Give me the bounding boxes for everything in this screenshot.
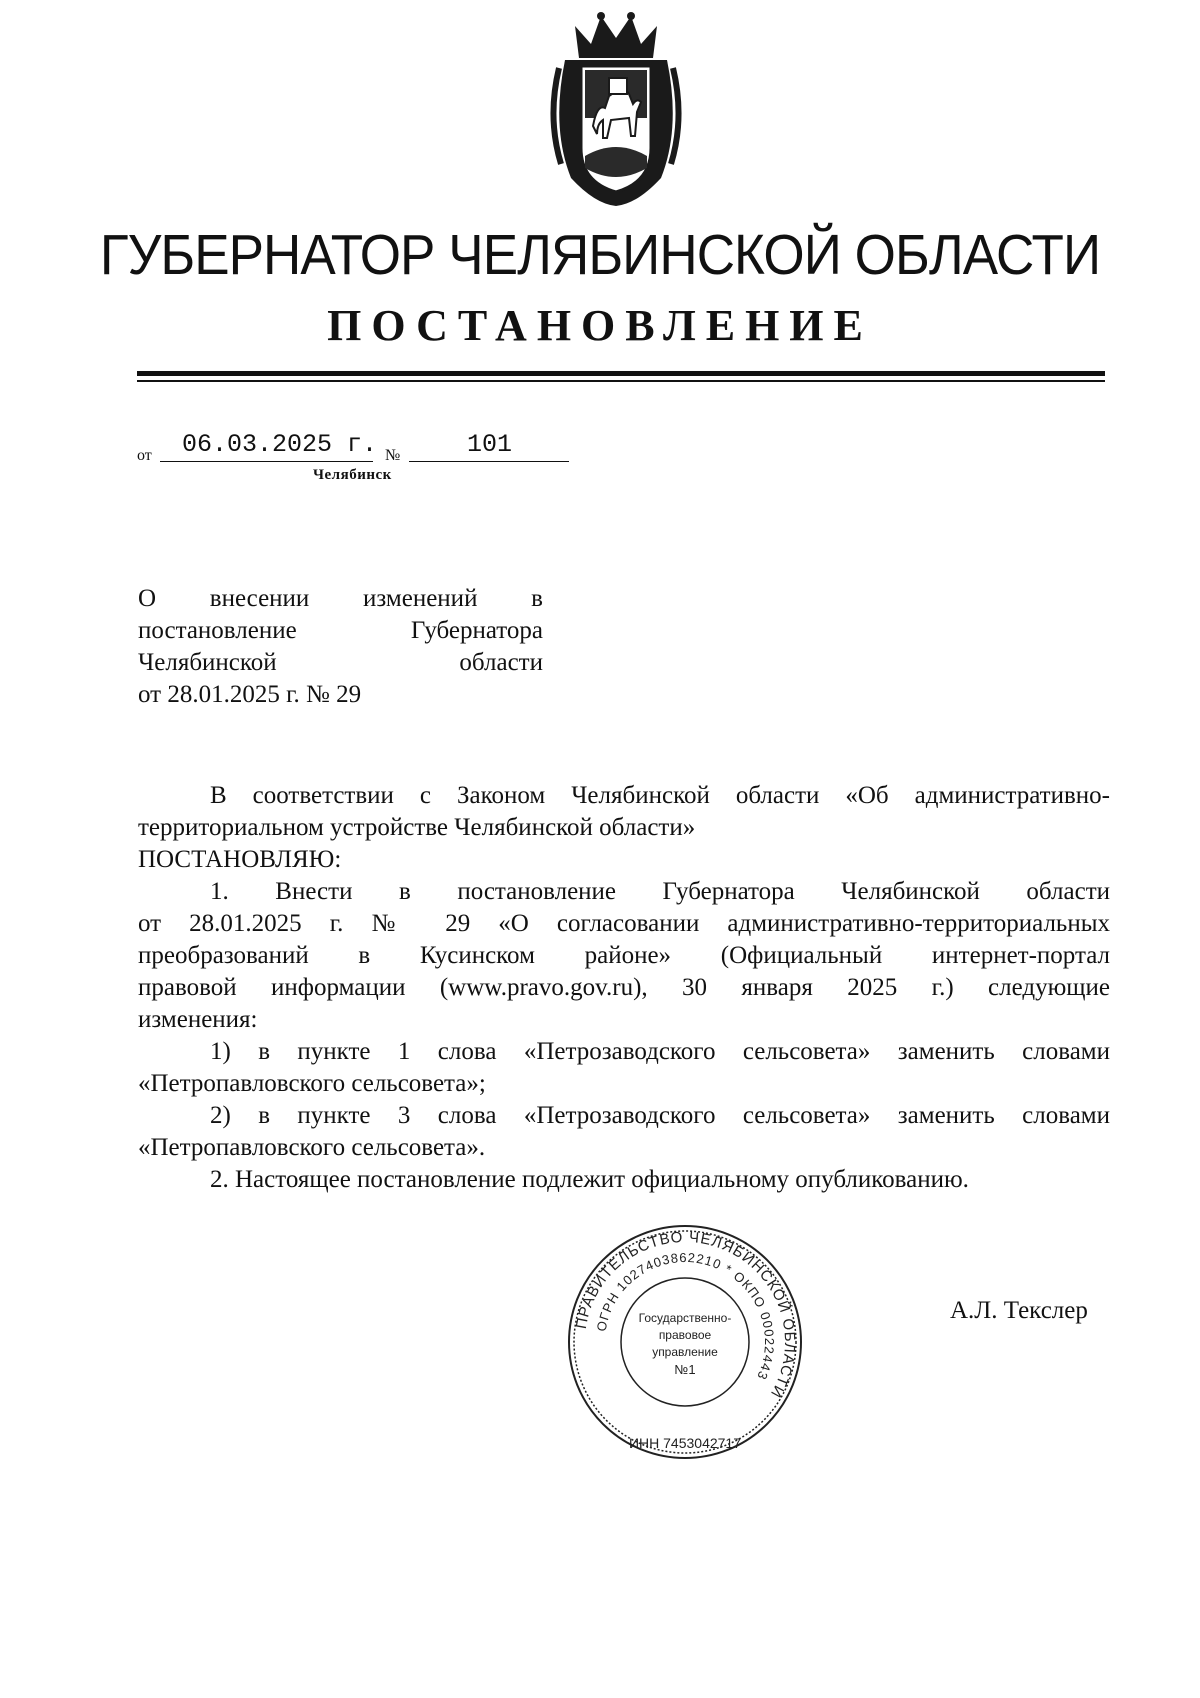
subject-word: внесении bbox=[209, 585, 310, 612]
seal-center-line: Государственно- bbox=[638, 1311, 732, 1325]
document-date: 06.03.2025 г. bbox=[182, 430, 378, 459]
header-divider-thin bbox=[137, 380, 1105, 382]
registration-line bbox=[137, 427, 577, 467]
signatory-name: А.Л. Текслер bbox=[950, 1297, 1088, 1324]
subject-word: постановление bbox=[138, 617, 297, 644]
number-prefix: № bbox=[385, 447, 401, 464]
item-1-line: от 28.01.2025 г. № 29 «О согласовании административно-территориальных bbox=[138, 910, 1110, 937]
subitem-1-line: «Петропавловского сельсовета»; bbox=[138, 1070, 486, 1097]
subject-word: О bbox=[138, 585, 157, 612]
subitem-2-line: «Петропавловского сельсовета». bbox=[138, 1134, 486, 1161]
subject-line bbox=[138, 583, 543, 615]
document-body bbox=[138, 780, 1110, 1196]
item-1-line: правовой информации (www.pravo.gov.ru), 30 января 2025 г.) следующие bbox=[138, 974, 1110, 1001]
subitem-2-line: 2) в пункте 3 слова «Петрозаводского сельсовета» заменить словами bbox=[210, 1102, 1110, 1129]
date-underline bbox=[160, 461, 373, 462]
subject-word: изменений bbox=[363, 585, 478, 612]
subject-line bbox=[138, 647, 543, 679]
item-1-line: 1. Внести в постановление Губернатора Челябинской области bbox=[210, 878, 1110, 905]
document-number: 101 bbox=[467, 430, 513, 459]
seal-outer-text: ПРАВИТЕЛЬСТВО ЧЕЛЯБИНСКОЙ ОБЛАСТИ bbox=[572, 1228, 799, 1401]
seal-bottom-text: ИНН 7453042717 bbox=[628, 1435, 742, 1451]
document-subject bbox=[138, 583, 543, 711]
subject-word: области bbox=[459, 649, 543, 676]
subject-word: в bbox=[531, 585, 543, 612]
item-1-line: изменения: bbox=[138, 1006, 258, 1033]
preamble-line: территориальном устройстве Челябинской области» bbox=[138, 814, 696, 841]
number-underline bbox=[409, 461, 569, 462]
subitem-1-line: 1) в пункте 1 слова «Петрозаводского сельсовета» заменить словами bbox=[210, 1038, 1110, 1065]
subject-word: Губернатора bbox=[410, 617, 543, 644]
header-divider-thick bbox=[137, 371, 1105, 376]
decree-word: ПОСТАНОВЛЯЮ: bbox=[138, 846, 342, 873]
subject-line bbox=[138, 679, 543, 711]
seal-center-line: правовое bbox=[658, 1328, 712, 1342]
subject-line bbox=[138, 615, 543, 647]
coat-of-arms-icon bbox=[545, 8, 687, 208]
item-1-line: преобразований в Кусинском районе» (Официальный интернет-портал bbox=[138, 942, 1110, 969]
issuing-city: Челябинск bbox=[313, 467, 392, 483]
date-prefix: от bbox=[137, 447, 152, 464]
subject-word: от 28.01.2025 г. № 29 bbox=[138, 681, 362, 708]
issuing-authority-title: ГУБЕРНАТОР ЧЕЛЯБИНСКОЙ ОБЛАСТИ bbox=[99, 223, 1101, 287]
seal-center-line: управление bbox=[652, 1345, 718, 1359]
seal-center-line: №1 bbox=[674, 1362, 696, 1377]
document-type-title: ПОСТАНОВЛЕНИЕ bbox=[327, 301, 873, 350]
official-seal bbox=[565, 1222, 805, 1462]
subject-word: Челябинской bbox=[138, 649, 277, 676]
item-2-line: 2. Настоящее постановление подлежит официальному опубликованию. bbox=[210, 1166, 969, 1193]
preamble-line: В соответствии с Законом Челябинской области «Об административно- bbox=[210, 782, 1110, 809]
seal-inner-text: ОГРН 1027403862210 * ОКПО 00022443 bbox=[593, 1249, 778, 1383]
